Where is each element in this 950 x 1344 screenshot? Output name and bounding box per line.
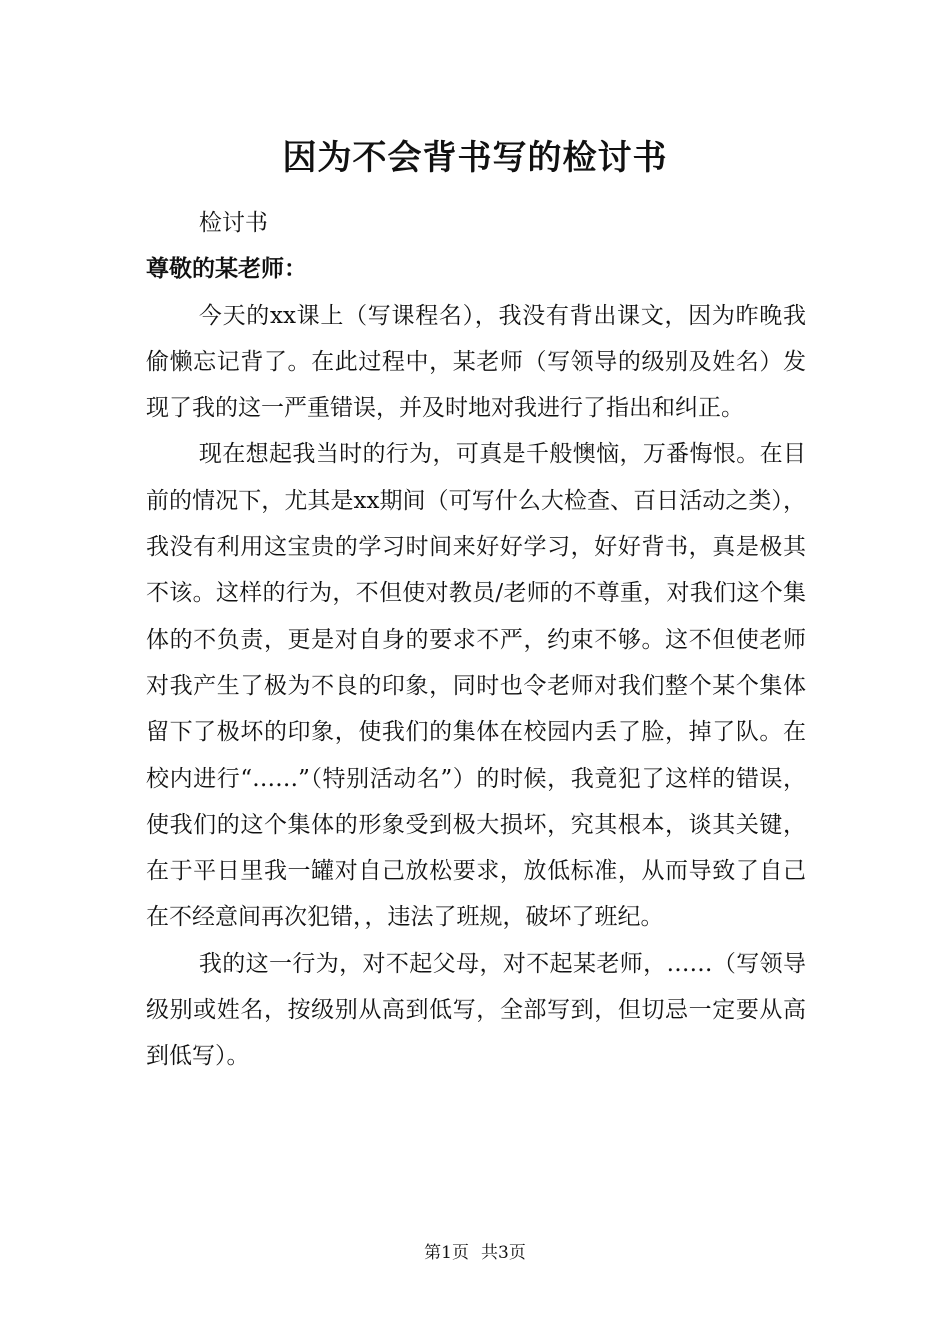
paragraph-3: 我的这一行为，对不起父母，对不起某老师，……（写领导级别或姓名，按级别从高到低写，全部写到，但切忌一定要从高到低写）。 [146, 950, 806, 1070]
salutation: 尊敬的某老师： [146, 255, 307, 283]
document-body [146, 200, 806, 1080]
paragraph-2: 现在想起我当时的行为，可真是千般懊恼，万番悔恨。在目前的情况下，尤其是xx期间（可写什么大检查、百日活动之类），我没有利用这宝贵的学习时间来好好学习，好好背书，真是极其不该。这样的行为，不但使对教员/老师的不尊重，对我们这个集体的不负责，更是对自身的要求不严，约束不够。这不但使老师对我产生了极为不良的印象，同时也令老师对我们整个某个集体留下了极坏的印象，使我们的集体在校园内丢了脸，掉了队。在校内进行“……”（特别活动名”）的时候，我竟犯了这样的错误，使我们的这个集体的形象受到极大损坏，究其根本，谈其关键，在于平日里我一罐对自己放松要求，放低标准，从而导致了自己在不经意间再次犯错，，违法了班规，破坏了班纪。 [146, 441, 806, 931]
page-total: 共3页 [481, 1243, 526, 1263]
page-footer [0, 1238, 950, 1268]
document-title: 因为不会背书写的检讨书 [282, 138, 668, 178]
document-subtitle: 检讨书 [198, 210, 268, 236]
page-number: 第1页 [424, 1243, 469, 1263]
paragraph-1: 今天的xx课上（写课程名），我没有背出课文，因为昨晚我偷懒忘记背了。在此过程中，某老师（写领导的级别及姓名）发现了我的这一严重错误，并及时地对我进行了指出和纠正。 [146, 302, 806, 422]
